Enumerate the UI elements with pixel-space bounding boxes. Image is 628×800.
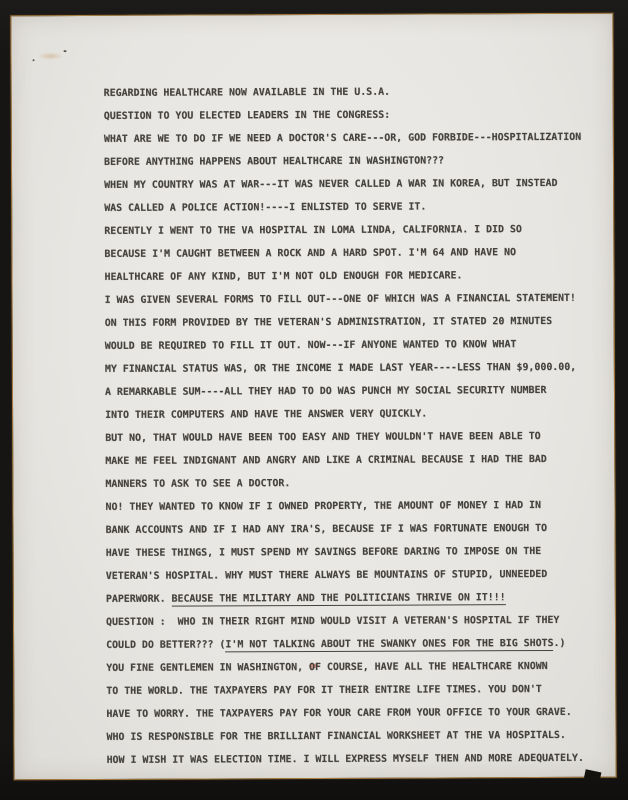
letter-text: WHEN MY COUNTRY WAS AT WAR---IT WAS NEVER CALLED A WAR IN KOREA, BUT INSTEAD	[104, 177, 558, 191]
letter-line	[106, 609, 583, 634]
letter-line	[104, 241, 581, 266]
letter-body	[104, 80, 584, 772]
letter-text: WHAT ARE WE TO DO IF WE NEED A DOCTOR'S CARE---OR, GOD FORBIDE---HOSPITALIZATION	[103, 131, 582, 145]
letter-line	[105, 333, 582, 358]
letter-line	[106, 563, 583, 588]
letter-line	[105, 494, 582, 519]
letter-line	[106, 701, 583, 726]
letter-line	[106, 724, 583, 749]
letter-line	[105, 471, 582, 496]
letter-text: BUT NO, THAT WOULD HAVE BEEN TOO EASY AND THEY WOULDN'T HAVE BEEN ABLE TO	[105, 431, 541, 444]
letter-line	[106, 517, 583, 542]
letter-text: BEFORE ANYTHING HAPPENS ABOUT HEALTHCARE IN WASHINGTON???	[103, 155, 445, 168]
letter-text: INTO THEIR COMPUTERS AND HAVE THE ANSWER VERY QUICKLY.	[105, 408, 428, 421]
letter-text: REGARDING HEALTHCARE NOW AVAILABLE IN THE U.S.A.	[103, 86, 391, 99]
letter-text: HAVE THESE THINGS, I MUST SPEND MY SAVINGS BEFORE DARING TO IMPOSE ON THE	[105, 546, 542, 559]
letter-line	[104, 195, 581, 220]
letter-line	[104, 126, 581, 151]
letter-text: MANNERS TO ASK TO SEE A DOCTOR.	[105, 478, 291, 490]
letter-text: HOW I WISH IT WAS ELECTION TIME. I WILL EXPRESS MYSELF THEN AND MORE ADEQUATELY.	[106, 752, 584, 766]
letter-text: BANK ACCOUNTS AND IF I HAD ANY IRA'S, BECAUSE IF I WAS FORTUNATE ENOUGH TO	[105, 522, 548, 536]
letter-line	[104, 80, 581, 105]
letter-text: WHO IS RESPONSIBLE FOR THE BRILLIANT FINANCIAL WORKSHEET AT THE VA HOSPITALS.	[106, 729, 566, 743]
underlined-text: I'M NOT TALKING ABOUT THE SWANKY ONES FOR THE BIG SHOTS	[225, 637, 554, 651]
letter-text: VETERAN'S HOSPITAL. WHY MUST THERE ALWAYS BE MOUNTAINS OF STUPID, UNNEEDED	[105, 568, 548, 582]
letter-line	[106, 540, 583, 565]
letter-line	[104, 103, 581, 128]
letter-text: TO THE WORLD. THE TAXPAYERS PAY FOR IT THEIR ENTIRE LIFE TIMES. YOU DON'T	[106, 684, 542, 697]
letter-line	[106, 632, 583, 657]
letter-text: MAKE ME FEEL INDIGNANT AND ANGRY AND LIKE A CRIMINAL BECAUSE I HAD THE BAD	[105, 453, 547, 467]
underlined-text: BECAUSE THE MILITARY AND THE POLITICIANS THRIVE ON IT!!!	[171, 592, 506, 605]
letter-line	[105, 402, 582, 427]
letter-text: I WAS GIVEN SEVERAL FORMS TO FILL OUT---ONE OF WHICH WAS A FINANCIAL STATEMENT!	[104, 292, 576, 306]
letter-line	[105, 287, 582, 312]
letter-text: QUESTION : WHO IN THEIR RIGHT MIND WOULD VISIT A VETERAN'S HOSPITAL IF THEY	[105, 614, 560, 628]
letter-text: NO! THEY WANTED TO KNOW IF I OWNED PROPERTY, THE AMOUNT OF MONEY I HAD IN	[105, 500, 541, 513]
letter-line	[105, 356, 582, 381]
letter-line	[105, 425, 582, 450]
paper-speck	[63, 50, 66, 52]
letter-line	[106, 678, 583, 703]
letter-text: WAS CALLED A POLICE ACTION!----I ENLISTED TO SERVE IT.	[104, 201, 427, 214]
letter-line	[106, 586, 583, 611]
letter-line	[104, 218, 581, 243]
letter-text: YOU FINE GENTLEMEN IN WASHINGTON, OF COURSE, HAVE ALL THE HEALTHCARE KNOWN	[106, 660, 548, 674]
letter-line	[104, 149, 581, 174]
letter-text: PAPERWORK.	[105, 593, 172, 605]
paper-corner-tear	[584, 769, 601, 781]
letter-page	[10, 13, 616, 781]
letter-text: MY FINANCIAL STATUS WAS, OR THE INCOME I MADE LAST YEAR----LESS THAN $9,000.00,	[104, 361, 577, 375]
letter-text: QUESTION TO YOU ELECTED LEADERS IN THE CONGRESS:	[103, 109, 391, 122]
letter-line	[105, 448, 582, 473]
letter-text: .)	[553, 637, 566, 649]
letter-line	[105, 310, 582, 335]
letter-text: ON THIS FORM PROVIDED BY THE VETERAN'S ADMINISTRATION, IT STATED 20 MINUTES	[104, 315, 553, 329]
letter-text: BECAUSE I'M CAUGHT BETWEEN A ROCK AND A HARD SPOT. I'M 64 AND HAVE NO	[104, 247, 517, 260]
letter-text: RECENTLY I WENT TO THE VA HOSPITAL IN LOMA LINDA, CALIFORNIA. I DID SO	[104, 224, 522, 237]
letter-text: HEALTHCARE OF ANY KIND, BUT I'M NOT OLD ENOUGH FOR MEDICARE.	[104, 270, 463, 283]
letter-line	[106, 655, 583, 680]
letter-line	[104, 264, 581, 289]
letter-text: WOULD BE REQUIRED TO FILL IT OUT. NOW---IF ANYONE WANTED TO KNOW WHAT	[104, 339, 517, 352]
letter-line	[105, 379, 582, 404]
letter-text: COULD DO BETTER??? (	[106, 639, 226, 651]
paper-speck	[33, 59, 35, 61]
letter-line	[107, 747, 584, 772]
paper-stain	[37, 52, 63, 60]
letter-line	[104, 172, 581, 197]
letter-text: HAVE TO WORRY. THE TAXPAYERS PAY FOR YOUR CARE FROM YOUR OFFICE TO YOUR GRAVE.	[106, 706, 572, 720]
letter-text: A REMARKABLE SUM----ALL THEY HAD TO DO WAS PUNCH MY SOCIAL SECURITY NUMBER	[104, 384, 547, 398]
